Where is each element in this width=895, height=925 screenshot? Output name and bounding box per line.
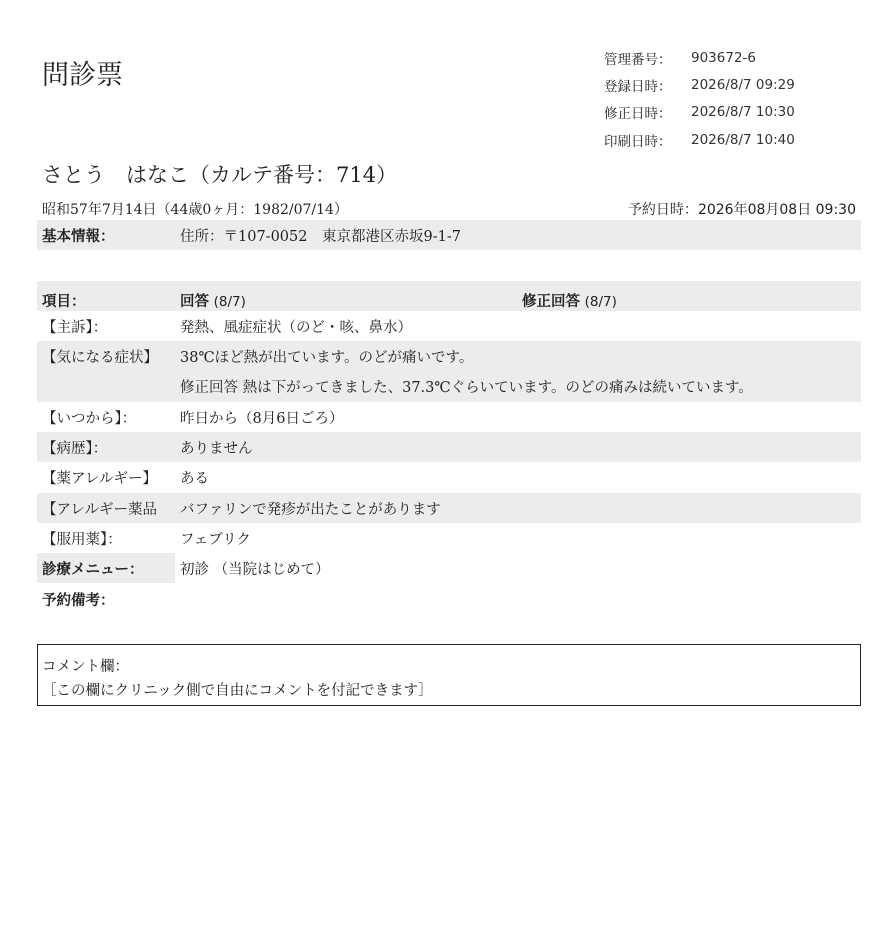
answer-key: 【気になる症状】 [42,349,158,366]
menu-value: 初診 （当院はじめて） [180,561,330,578]
comment-box [37,644,861,706]
basic-info-label: 基本情報： [42,227,115,245]
answer-value: 昨日から（8月6日ごろ） [180,410,344,427]
header-revised-label: 修正回答 [522,292,580,310]
answer-key: 【服用薬】： [42,531,122,548]
answer-value: 38℃ほど熱が出ています。のどが痛いです。 [180,349,474,366]
meta-management-number [604,44,864,71]
meta-registered-at [604,71,864,98]
answer-revised-row [37,371,861,401]
meta-label: 修正日時： [604,106,672,123]
answer-key: 【病歴】： [42,440,108,457]
answer-value: フェブリク [180,531,251,548]
meta-label: 管理番号： [604,51,672,68]
basic-info-value: 住所：〒107-0052 東京都港区赤坂9-1-7 [180,228,461,245]
patient-dob: 昭和57年7月14日（44歳0ヶ月：1982/07/14） [42,202,348,218]
answer-row [37,432,861,462]
record-meta [604,44,864,153]
answer-row [37,341,861,371]
comment-label: コメント欄： [42,659,129,675]
appointment-label: 予約日時： [627,202,698,218]
menu-row [37,553,861,583]
answer-key: 【アレルギー薬品 [42,501,158,518]
header-revised [522,290,617,311]
header-revised-date: (8/7) [584,293,617,310]
header-answer [175,290,861,311]
meta-value: 903672-6 [691,49,756,66]
answer-row [37,523,861,553]
meta-value: 2026/8/7 09:29 [691,76,795,93]
answer-revised-value: 修正回答 熱は下がってきました、37.3℃ぐらいています。のどの痛みは続いています。 [180,379,753,396]
answer-value: ありません [180,440,253,457]
basic-info-row [37,220,861,250]
answer-key: 【いつから】： [42,410,137,427]
meta-value: 2026/8/7 10:40 [691,131,795,148]
notes-label: 予約備考： [42,591,115,609]
answer-row [37,493,861,523]
header-item: 項目： [42,292,86,310]
answer-row [37,462,861,492]
menu-label: 診療メニュー： [42,560,144,578]
meta-value: 2026/8/7 10:30 [691,104,795,121]
meta-printed-at [604,126,864,153]
answer-value: ある [180,470,209,487]
answer-row [37,402,861,432]
appointment-value: 2026年08月08日 09:30 [697,202,856,218]
header-answer-date: (8/7) [213,293,246,310]
answer-key: 【主訴】： [42,319,108,336]
header-answer-label: 回答 [180,292,209,310]
notes-row [37,584,861,614]
answer-row [37,311,861,341]
meta-label: 印刷日時： [604,133,672,150]
comment-text: ［この欄にクリニック側で自由にコメントを付記できます］ [42,683,433,699]
meta-label: 登録日時： [604,78,672,95]
answer-value: バファリンで発疹が出たことがあります [180,501,441,518]
page-title: 問診票 [42,60,123,91]
answer-key: 【薬アレルギー】 [42,470,158,487]
appointment-datetime [628,200,856,220]
answer-value: 発熱、風症症状（のど・咳、鼻水） [180,319,412,336]
patient-name: さとう はなこ（カルテ番号：714） [42,163,398,187]
meta-modified-at [604,99,864,126]
